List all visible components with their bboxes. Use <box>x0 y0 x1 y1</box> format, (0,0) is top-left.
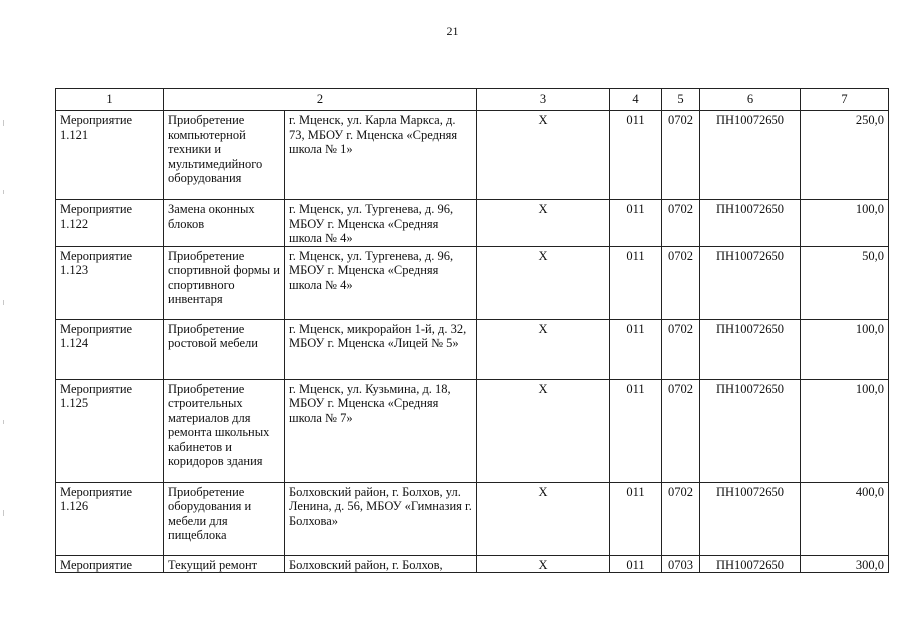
code-cell: 0702 <box>662 246 700 319</box>
table-row <box>56 319 889 379</box>
address-cell: г. Мценск, ул. Карла Маркса, д. 73, МБОУ г. Мценска «Средняя школа № 1» <box>285 111 477 200</box>
scan-edge-mark <box>3 300 4 305</box>
mark-cell: Х <box>477 200 610 247</box>
code-cell: 011 <box>610 200 662 247</box>
code-cell: ПН10072650 <box>700 246 801 319</box>
code-cell: ПН10072650 <box>700 111 801 200</box>
address-cell: г. Мценск, ул. Тургенева, д. 96, МБОУ г. Мценска «Средняя школа № 4» <box>285 200 477 247</box>
event-cell: Мероприятие 1.122 <box>56 200 164 247</box>
table-row <box>56 379 889 482</box>
scan-edge-mark <box>3 190 4 194</box>
mark-cell: Х <box>477 482 610 555</box>
code-cell: ПН10072650 <box>700 482 801 555</box>
table-row <box>56 482 889 555</box>
description-cell: Приобретение компьютерной техники и мультимедийного оборудования <box>164 111 285 200</box>
code-cell: ПН10072650 <box>700 379 801 482</box>
description-cell: Приобретение оборудования и мебели для пищеблока <box>164 482 285 555</box>
description-cell: Приобретение строительных материалов для ремонта школьных кабинетов и коридоров здания <box>164 379 285 482</box>
event-cell: Мероприятие 1.124 <box>56 319 164 379</box>
amount-cell: 100,0 <box>801 319 889 379</box>
scan-edge-mark <box>3 420 4 424</box>
code-cell: 011 <box>610 111 662 200</box>
table-row <box>56 555 889 573</box>
code-cell: 011 <box>610 482 662 555</box>
amount-cell: 300,0 <box>801 555 889 573</box>
amount-cell: 50,0 <box>801 246 889 319</box>
scan-edge-mark <box>3 510 4 516</box>
header-row <box>56 89 889 111</box>
code-cell: ПН10072650 <box>700 319 801 379</box>
event-cell: Мероприятие 1.123 <box>56 246 164 319</box>
header-cell: 4 <box>610 89 662 111</box>
code-cell: 011 <box>610 379 662 482</box>
amount-cell: 100,0 <box>801 379 889 482</box>
address-cell: г. Мценск, ул. Кузьмина, д. 18, МБОУ г. Мценска «Средняя школа № 7» <box>285 379 477 482</box>
header-cell: 6 <box>700 89 801 111</box>
event-cell: Мероприятие <box>56 555 164 573</box>
address-cell: г. Мценск, ул. Тургенева, д. 96, МБОУ г. Мценска «Средняя школа № 4» <box>285 246 477 319</box>
code-cell: 011 <box>610 319 662 379</box>
code-cell: 0703 <box>662 555 700 573</box>
header-cell: 7 <box>801 89 889 111</box>
address-cell: г. Мценск, микрорайон 1-й, д. 32, МБОУ г. Мценска «Лицей № 5» <box>285 319 477 379</box>
description-cell: Замена оконных блоков <box>164 200 285 247</box>
event-cell: Мероприятие 1.125 <box>56 379 164 482</box>
header-cell: 1 <box>56 89 164 111</box>
budget-table <box>55 88 889 573</box>
code-cell: 0702 <box>662 111 700 200</box>
mark-cell: Х <box>477 246 610 319</box>
code-cell: 011 <box>610 555 662 573</box>
table-row <box>56 200 889 247</box>
amount-cell: 400,0 <box>801 482 889 555</box>
address-cell: Болховский район, г. Болхов, <box>285 555 477 573</box>
mark-cell: Х <box>477 555 610 573</box>
code-cell: 011 <box>610 246 662 319</box>
code-cell: 0702 <box>662 319 700 379</box>
code-cell: ПН10072650 <box>700 555 801 573</box>
mark-cell: Х <box>477 319 610 379</box>
description-cell: Приобретение ростовой мебели <box>164 319 285 379</box>
amount-cell: 100,0 <box>801 200 889 247</box>
code-cell: 0702 <box>662 482 700 555</box>
code-cell: 0702 <box>662 200 700 247</box>
header-cell: 3 <box>477 89 610 111</box>
header-cell: 2 <box>164 89 477 111</box>
table-row <box>56 246 889 319</box>
header-cell: 5 <box>662 89 700 111</box>
mark-cell: Х <box>477 379 610 482</box>
code-cell: 0702 <box>662 379 700 482</box>
event-cell: Мероприятие 1.126 <box>56 482 164 555</box>
table-row <box>56 111 889 200</box>
amount-cell: 250,0 <box>801 111 889 200</box>
mark-cell: Х <box>477 111 610 200</box>
description-cell: Приобретение спортивной формы и спортивного инвентаря <box>164 246 285 319</box>
page-number: 21 <box>446 24 459 38</box>
code-cell: ПН10072650 <box>700 200 801 247</box>
scan-edge-mark <box>3 120 4 126</box>
description-cell: Текущий ремонт <box>164 555 285 573</box>
event-cell: Мероприятие 1.121 <box>56 111 164 200</box>
address-cell: Болховский район, г. Болхов, ул. Ленина, д. 56, МБОУ «Гимназия г. Болхова» <box>285 482 477 555</box>
